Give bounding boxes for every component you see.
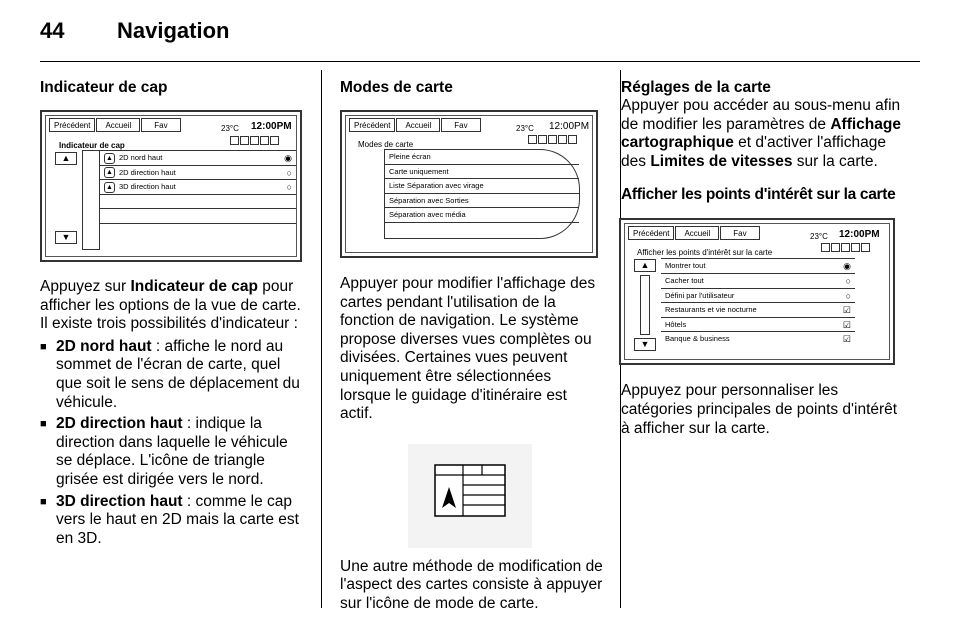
- screen-status-icons: [821, 243, 871, 252]
- list-item: [385, 223, 579, 238]
- list-item: Hôtels ☑: [661, 318, 855, 333]
- radio-icon: ○: [845, 275, 851, 286]
- map-icon: [230, 136, 239, 145]
- radio-icon: ○: [286, 182, 292, 193]
- screen-temperature: 23°C: [810, 232, 828, 242]
- phone-icon: [558, 135, 567, 144]
- list-item: Montrer tout ◉: [661, 259, 855, 274]
- heading-icon: ▲: [104, 167, 115, 178]
- tab-precedent: Précédent: [628, 226, 674, 240]
- list-item: ▲ 3D direction haut ○: [100, 180, 296, 195]
- screen-tabs: [49, 118, 182, 132]
- screen-status-icons: [230, 136, 280, 145]
- screen-title: Indicateur de cap: [59, 141, 125, 150]
- 3d-heading-icon: ▲: [104, 182, 115, 193]
- checkbox-icon: ☑: [842, 334, 851, 345]
- screen-status-icons: [528, 135, 578, 144]
- list-item: Pleine écran: [385, 150, 579, 165]
- screen-clock: 12:00PM: [839, 229, 880, 241]
- screen-points-interet: [619, 218, 895, 365]
- header-rule: [40, 61, 920, 62]
- tab-precedent: Précédent: [49, 118, 95, 132]
- radio-icon: ○: [286, 167, 292, 178]
- section-heading-modes-de-carte: Modes de carte: [340, 79, 453, 96]
- list-item: Banque & business ☑: [665, 334, 851, 345]
- section-heading-indicateur-de-cap: Indicateur de cap: [40, 79, 168, 96]
- tab-accueil: Accueil: [96, 118, 140, 132]
- screen-tabs: [628, 226, 761, 240]
- poi-paragraph: Appuyez pour personnaliser les catégories principales de points d'intérêt à afficher sur la carte.: [621, 382, 898, 437]
- info-icon: [861, 243, 870, 252]
- scroll-up-arrow-icon: ▲: [634, 259, 656, 272]
- screen-temperature: 23°C: [516, 124, 534, 133]
- signal-icon: [538, 135, 547, 144]
- map-mode-icon: [408, 444, 532, 548]
- speaker-icon: [250, 136, 259, 145]
- section-heading-points-interet: Afficher les points d'intérêt sur la carte: [621, 186, 896, 204]
- screen-scrollbar: [640, 275, 650, 335]
- screen-temperature: 23°C: [221, 124, 239, 133]
- speaker-icon: [841, 243, 850, 252]
- page-header-title: Navigation: [117, 18, 230, 43]
- screen-tabs: [349, 118, 482, 132]
- tab-fav: Fav: [141, 118, 180, 132]
- page-number: 44: [40, 18, 65, 43]
- column-divider-1: [321, 70, 322, 608]
- reglages-paragraph: Appuyer pou accéder au sous-menu afin de modifier les paramètres de Affichage cartographique et d'activer l'affichage des Limites de vitesses sur la carte.: [621, 97, 901, 170]
- info-icon: [270, 136, 279, 145]
- phone-icon: [851, 243, 860, 252]
- scroll-down-arrow-icon: ▼: [634, 338, 656, 351]
- list-item: Liste Séparation avec virage: [385, 179, 579, 194]
- list-item: ■ 2D nord haut : affiche le nord au sommet de l'écran de carte, quel que soit le sens de déplacement du véhicule.: [40, 338, 303, 412]
- tab-precedent: Précédent: [349, 118, 395, 132]
- tab-fav: Fav: [720, 226, 759, 240]
- column-2: [340, 78, 603, 614]
- modes-paragraph-1: Appuyer pour modifier l'affichage des cartes pendant l'utilisation de la fonction de navigation. Le système propose diverses vues complètes ou divisées. Certaines vues peuvent uniquement être sélectionnées lorsque le guidage d'itinéraire est actif.: [340, 275, 596, 423]
- screen-poi-list: [661, 258, 855, 347]
- radio-icon: ◉: [843, 261, 851, 272]
- signal-icon: [240, 136, 249, 145]
- list-item: ■ 2D direction haut : indique la direction dans laquelle le véhicule se déplace. L'icône de triangle grisée est dirigée vers le nord.: [40, 415, 303, 489]
- list-item: [100, 195, 296, 210]
- north-icon: ▲: [104, 153, 115, 164]
- list-item: ■ 3D direction haut : comme le cap vers le haut en 2D mais la carte est en 3D.: [40, 493, 303, 549]
- column-3: [621, 78, 902, 438]
- list-item: Cacher tout ○: [661, 274, 855, 289]
- list-item: Séparation avec média: [385, 208, 579, 223]
- list-item: [100, 224, 296, 239]
- list-item: Séparation avec Sorties: [385, 194, 579, 209]
- list-item: Carte uniquement: [385, 165, 579, 180]
- list-item: Restaurants et vie nocturne ☑: [661, 303, 855, 318]
- intro-paragraph: Appuyez sur Indicateur de cap pour afficher les options de la vue de carte. Il existe trois possibilités d'indicateur :: [40, 278, 301, 333]
- list-item: ▲ 2D direction haut ○: [100, 166, 296, 181]
- scroll-down-arrow-icon: ▼: [55, 231, 77, 244]
- screen-title: Modes de carte: [358, 140, 414, 149]
- scroll-up-arrow-icon: ▲: [55, 152, 77, 165]
- map-icon: [528, 135, 537, 144]
- info-icon: [568, 135, 577, 144]
- radio-icon: ○: [845, 290, 851, 301]
- screen-clock: 12:00PM: [251, 121, 292, 132]
- heading-options-list: [40, 338, 303, 549]
- tab-fav: Fav: [441, 118, 480, 132]
- list-item: Défini par l'utilisateur ○: [661, 289, 855, 304]
- map-mode-icon-figure: [408, 444, 532, 548]
- map-icon: [821, 243, 830, 252]
- checkbox-icon: ☑: [842, 319, 851, 330]
- signal-icon: [831, 243, 840, 252]
- screen-mode-list: [384, 149, 580, 239]
- list-item: [100, 209, 296, 224]
- radio-icon: ◉: [284, 153, 292, 163]
- column-1: [40, 78, 303, 551]
- screen-title: Afficher les points d'intérêt sur la carte: [637, 248, 773, 258]
- speaker-icon: [548, 135, 557, 144]
- section-heading-reglages-de-la-carte: Réglages de la carte: [621, 79, 771, 96]
- tab-accueil: Accueil: [675, 226, 719, 240]
- screen-option-list: [100, 150, 296, 239]
- screen-clock: 12:00PM: [549, 121, 590, 132]
- screen-modes-de-carte: [340, 110, 598, 258]
- screen-indicateur-de-cap: [40, 110, 302, 262]
- modes-paragraph-2: Une autre méthode de modification de l'aspect des cartes consiste à appuyer sur l'icône de mode de carte.: [340, 557, 603, 612]
- list-item: ▲ 2D nord haut ◉: [100, 151, 296, 166]
- tab-accueil: Accueil: [396, 118, 440, 132]
- phone-icon: [260, 136, 269, 145]
- checkbox-icon: ☑: [842, 305, 851, 316]
- screen-scrollbar: [82, 150, 100, 250]
